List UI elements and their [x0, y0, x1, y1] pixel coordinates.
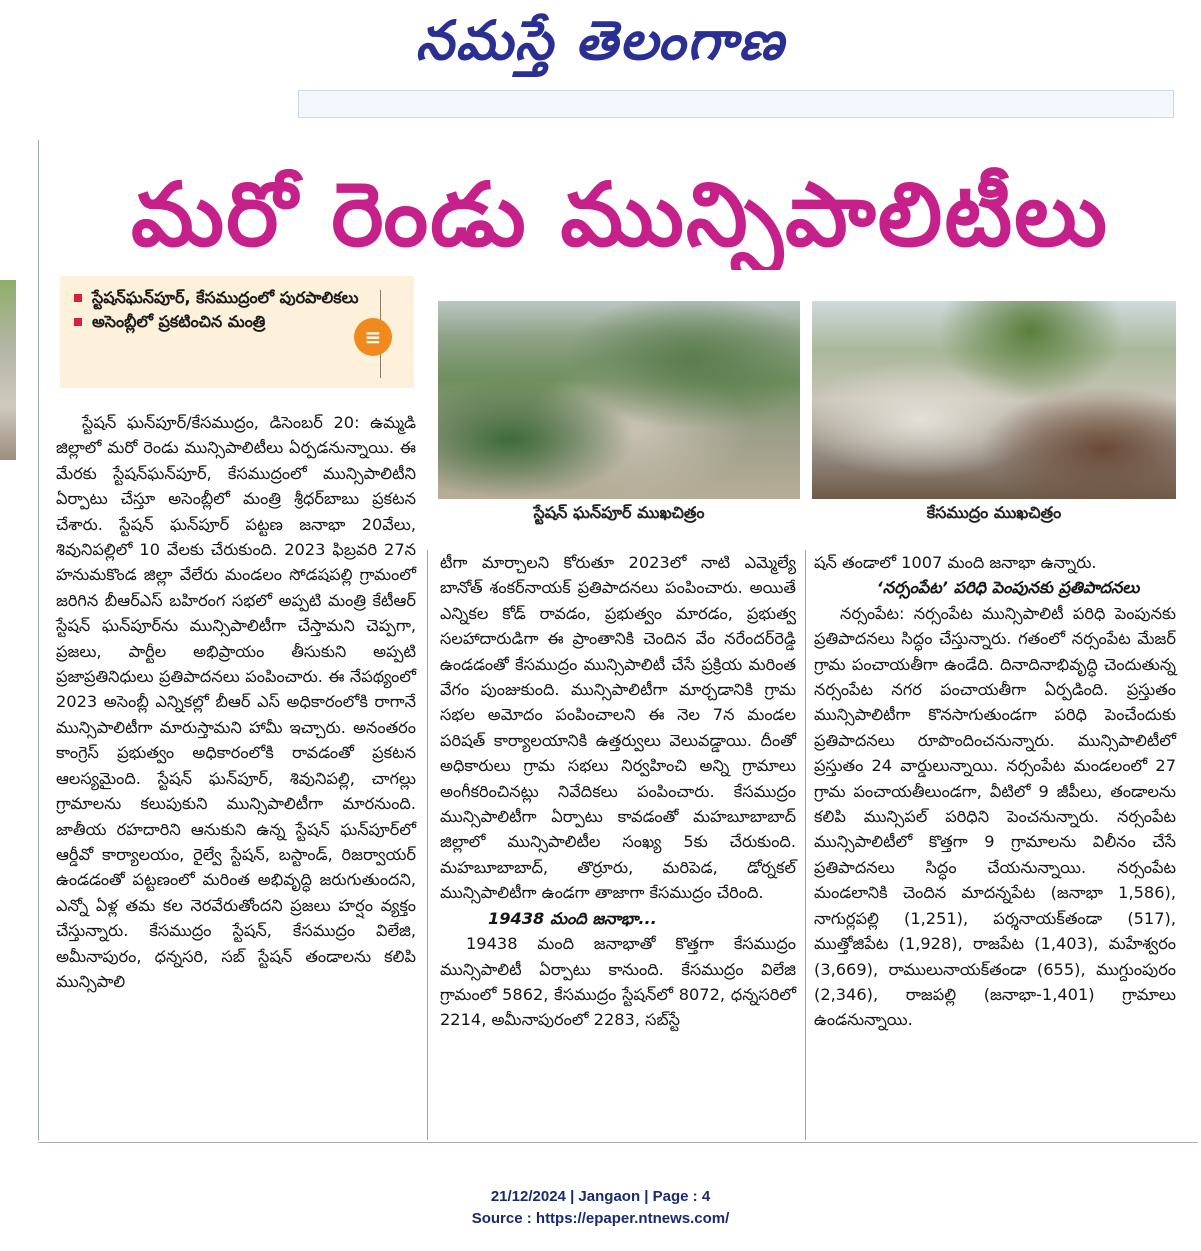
top-strip: [0, 90, 1201, 122]
column-rule-2: [805, 550, 806, 1140]
column-rule-left: [38, 140, 39, 1140]
article-column-3: [814, 550, 1176, 1033]
menu-lines-icon: ≡: [354, 318, 392, 356]
article-paragraph: 19438 మంది జనాభాతో కొత్తగా కేసముద్రం మున్సిపాలిటీ ఏర్పాటు కానుంది. కేసముద్రం విలేజి గ్రామంలో 5862, కేసముద్రం స్టేషన్‌లో 8072, ధన్నసరిలో 2214, అమీనాపురంలో 2283, సబ్‌స్టే: [440, 934, 796, 1030]
article-paragraph: టీగా మార్చాలని కోరుతూ 2023లో నాటి ఎమ్మెల్యే బానోత్ శంకర్‌నాయక్ ప్రతిపాదనలు పంపించారు. అయితే ఎన్నికల కోడ్ రావడం, ప్రభుత్వం మారడం, ప్రభుత్వ సలహాదారుడిగా ఈ ప్రాంతానికి చెందిన వేం నరేందర్‌రెడ్డి ఉండడంతో కేసముద్రం మున్సిపాలిటీ చేసే ప్రక్రియ మరింత వేగం పుంజుకుంది. మున్సిపాలిటీగా మార్చడానికి గ్రామ సభల అమోదం పంపించాలని ఈ నెల 7న మండల పరిషత్ కార్యాలయానికి ఉత్తర్వులు వెలువడ్డాయి. దీంతో అధికారులు గ్రామ సభలు నిర్వహించి అన్ని గ్రామాలు అంగీకరించినట్లు నివేదికలు పంపించారు. కేసముద్రం మున్సిపాలిటీగా ఏర్పాటు కావడంతో మహబూబాబాద్ జిల్లాలో మున్సిపాలిటీల సంఖ్య 5కు చేరుకుంది. మహబూబాబాద్, తొర్రూరు, మరిపెడ, డోర్నకల్ మున్సిపాలిటీగా ఉండగా తాజాగా కేసముద్రం చేరింది.: [440, 553, 796, 903]
highlight-item: స్టేషన్‌ఘన్‌పూర్, కేసముద్రంలో పురపాలికలు: [74, 286, 364, 310]
footer-date-line: 21/12/2024 | Jangaon | Page : 4: [490, 1188, 711, 1205]
photo-station-ghanpur: [438, 301, 800, 499]
article-paragraph: స్టేషన్ ఘన్‌పూర్/కేసముద్రం, డిసెంబర్ 20: ఉమ్మడి జిల్లాలో మరో రెండు మున్సిపాలిటీలు ఏర్పడనున్నాయి. ఈ మేరకు స్టేషన్‌ఘన్‌పూర్, కేసముద్రంలో మున్సిపాలిటీని ఏర్పాటు చేస్తూ అసెంబ్లీలో మంత్రి శ్రీధర్‌బాబు ప్రకటన చేశారు. స్టేషన్ ఘన్‌పూర్ పట్టణ జనాభా 20వేలు, శివునిపల్లిలో 10 వేలకు చేరుకుంది. 2023 ఫిబ్రవరి 27న హనుమకొండ జిల్లా వేలేరు మండలం సోడషపల్లి గ్రామంలో జరిగిన బీఆర్‌ఎస్ బహిరంగ సభలో అప్పటి మంత్రి కేటీఆర్ స్టేషన్ ఘన్‌పూర్‌ను మున్సిపాలిటీగా చేస్తామని చెప్పగా, ప్రజలు, పార్టీల అభిప్రాయం తీసుకుని అప్పటి ప్రజాప్రతినిధులు ప్రతిపాదనలు పంపించారు. ఈ నేపథ్యంలో 2023 అసెంబ్లీ ఎన్నికల్లో బీఆర్ ఎస్ అధికారంలోకి రాగానే మున్సిపాలిటీగా మారుస్తామని హామీ ఇచ్చారు. అనంతరం కాంగ్రెస్ ప్రభుత్వం అధికారంలోకి రావడంతో ప్రకటన ఆలస్యమైంది. స్టేషన్ ఘన్‌పూర్, శివునిపల్లి, చాగల్లు గ్రామాలను కలుపుకుని మున్సిపాలిటీగా మారనుంది. జాతీయ రహదారిని ఆనుకుని ఉన్న స్టేషన్ ఘన్‌పూర్‌లో ఆర్డీవో కార్యాలయం, రైల్వే స్టేషన్, బస్టాండ్, రిజర్వాయర్ ఉండడంతో పట్టణంలో మరింత అభివృద్ధి జరుగుతుందని, ఎన్నో ఏళ్ల తమ కల నెరవేరుతోందని ప్రజలు హర్షం వ్యక్తం చేస్తున్నారు. కేసముద్రం స్టేషన్, కేసముద్రం విలేజి, అమీనాపురం, ధన్నసరి, సబ్ స్టేషన్ తండాలను కలిపి మున్సిపాలి: [56, 413, 416, 991]
adjacent-photo: [0, 280, 16, 460]
photo-caption: కేసముద్రం ముఖచిత్రం: [926, 503, 1062, 522]
masthead: [0, 0, 1201, 90]
headline: మరో రెండు మున్సిపాలిటీలు: [130, 163, 1110, 266]
footer: [0, 1186, 1201, 1230]
footer-source-line: Source : https://epaper.ntnews.com/: [471, 1210, 730, 1227]
highlight-item: అసెంబ్లీలో ప్రకటించిన మంత్రి: [74, 310, 364, 334]
article-subhead: ‘నర్సంపేట’ పరిధి పెంపునకు ప్రతిపాదనలు: [876, 578, 1140, 598]
masthead-title: నమస్తే తెలంగాణ: [415, 8, 786, 72]
column-rule-1: [427, 550, 428, 1140]
photo-kesamudram: [812, 301, 1176, 499]
photo-caption: స్టేషన్ ఘన్‌పూర్ ముఖచిత్రం: [533, 503, 705, 522]
bottom-rule: [38, 1142, 1198, 1143]
article-column-2: [440, 550, 796, 1033]
article-paragraph: షన్ తండాలో 1007 మంది జనాభా ఉన్నారు.: [814, 553, 1097, 572]
article-subhead: 19438 మంది జనాభా...: [488, 908, 657, 928]
article-paragraph: నర్సంపేట: నర్సంపేట మున్సిపాలిటీ పరిధి పెంపునకు ప్రతిపాదనలు సిద్ధం చేస్తున్నారు. గతంలో నర్సంపేట మేజర్ గ్రామ పంచాయతీగా ఉండేది. దినాదినాభివృద్ధి చెందుతున్న నర్సంపేట నగర పంచాయతీగా ఏర్పడింది. ప్రస్తుతం మున్సిపాలిటీగా కొనసాగుతుండగా పరిధి పెంచేందుకు ప్రతిపాదనలు రూపొందించనున్నారు. మున్సిపాలిటీలో ప్రస్తుతం 24 వార్డులున్నాయి. నర్సంపేట మండలంలో 27 గ్రామ పంచాయతీలుండగా, వీటిలో 9 జీపీలు, తండాలను కలిపి మున్సిపల్ పరిధిని పెంచనున్నారు. నర్సంపేట మున్సిపాలిటీలో కొత్తగా 9 గ్రామాలను విలీనం చేసే ప్రతిపాదనలు సిద్ధం చేయనున్నాయి. నర్సంపేట మండలానికి చెందిన మాదన్నపేట (జనాభా 1,586), నాగుర్లపల్లి (1,251), పర్శనాయక్‌తండా (517), ముత్తోజిపేట (1,928), రాజపేట (1,403), మహేశ్వరం (3,669), రాములునాయక్‌తండా (655), ముగ్దుంపురం (2,346), రాజపల్లి (జనాభా-1,401) గ్రామాలు ఉండనున్నాయి.: [814, 603, 1176, 1030]
article-column-1: [56, 410, 416, 994]
adjacent-article-edge: [0, 140, 16, 1140]
top-strip-box: [298, 90, 1174, 118]
